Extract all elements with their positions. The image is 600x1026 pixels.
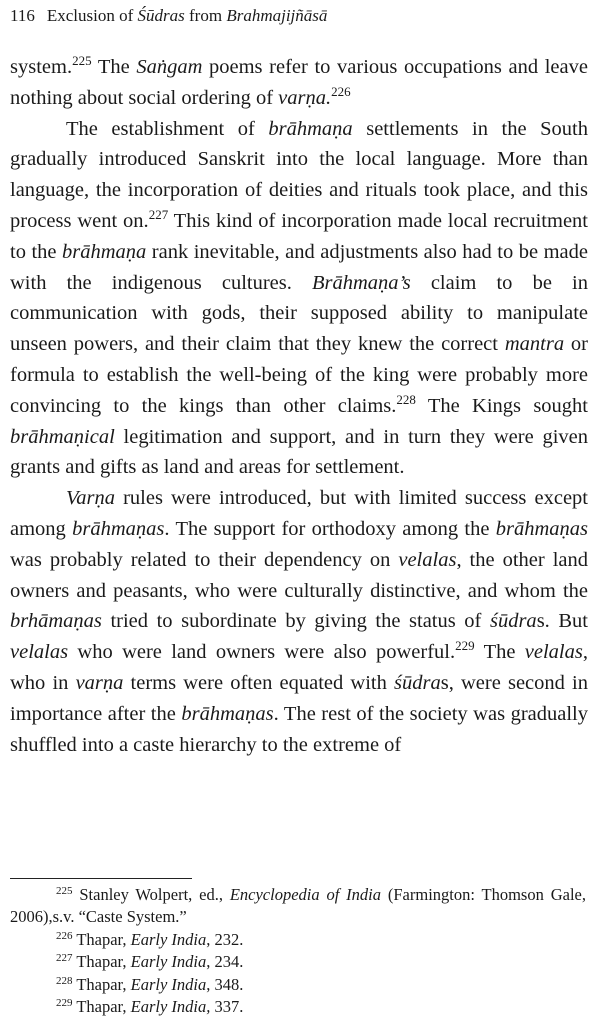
footnote-marker: 225 (72, 53, 92, 68)
footnote-marker: 229 (455, 638, 475, 654)
footnote: $^{226}$ Thapar, Early India, 232. (56, 929, 244, 949)
page-number: 116 (10, 6, 35, 25)
footnote-divider (10, 878, 192, 879)
footnote: $^{225}$ Stanley Wolpert, ed., Encyclopedia of India (Farmington: Thomson Gale, 2006),s.v. “Caste System.” (10, 885, 586, 927)
running-title: Exclusion of Śūdras from Brahmajijñāsā (46, 6, 328, 25)
footnote-marker: 227 (148, 206, 169, 222)
footnotes (10, 884, 586, 1018)
footnote-marker: 226 (331, 83, 351, 99)
paragraph: system.$^{225}$ The Saṅgam poems refer to various occupations and leave nothing about social ordering of varṇa.$^{226}$ (10, 53, 588, 109)
footnote: $^{228}$ Thapar, Early India, 348. (56, 974, 244, 994)
paragraph: Varṇa rules were introduced, but with limited success except among brāhmaṇas. The support for orthodoxy among the brāhmaṇas was probably related to their dependency on velalas, the other land owners and peasants, who were culturally distinctive, and whom the brhāmaṇas tried to subordinate by giving the status of śūdras. But velalas who were land owners were also powerful.$^{229}$ The velalas, who in varṇa terms were often equated with śūdras, were second in importance after the brāhmaṇas. The rest of the society was gradually shuffled into a caste hierarchy to the extreme of (10, 487, 589, 756)
main-text (10, 52, 588, 760)
footnote-marker: 228 (396, 391, 416, 407)
paragraph: The establishment of brāhmaṇa settlements in the South gradually introduced Sanskrit into the local language. More than language, the incorporation of deities and rituals took place, and this process went on.$^{227}$ This kind of incorporation made local recruitment to the brāhmaṇa rank inevitable, and adjustments also had to be made with the indigenous cultures. Brāhmaṇa’s claim to be in communication with gods, their supposed ability to manipulate unseen powers, and their claim that they knew the correct mantra or formula to establish the well-being of the king were probably more convincing to the kings than other claims.$^{228}$ The Kings sought brāhmaṇical legitimation and support, and in turn they were given grants and gifts as land and areas for settlement. (10, 117, 589, 479)
footnote: $^{227}$ Thapar, Early India, 234. (56, 952, 244, 972)
footnote: $^{229}$ Thapar, Early India, 337. (56, 997, 244, 1017)
running-header (10, 6, 327, 26)
